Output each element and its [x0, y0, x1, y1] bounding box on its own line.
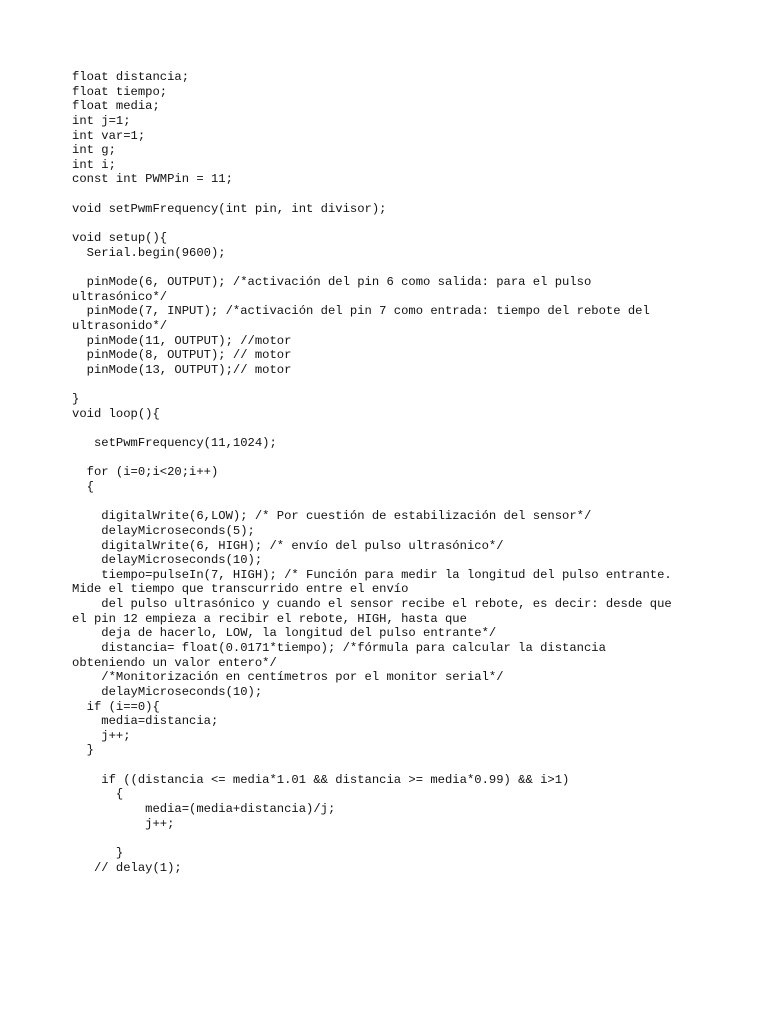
code-line: float tiempo; — [72, 84, 168, 99]
code-document — [72, 70, 732, 875]
code-line: delayMicroseconds(5); — [72, 523, 255, 538]
code-line: pinMode(13, OUTPUT);// motor — [72, 362, 292, 377]
code-line: tiempo=pulseIn(7, HIGH); /* Función para medir la longitud del pulso entrante. — [72, 567, 672, 582]
code-line — [72, 451, 732, 466]
code-line: } — [72, 392, 80, 407]
code-line: { — [72, 479, 94, 494]
code-line: j++; — [72, 816, 175, 831]
code-line: setPwmFrequency(11,1024); — [72, 436, 277, 451]
code-line — [72, 377, 732, 392]
code-line: if (i==0){ — [72, 699, 160, 714]
code-line: const int PWMPin = 11; — [72, 172, 233, 187]
code-line — [72, 216, 732, 231]
code-line: int g; — [72, 143, 116, 158]
code-line: media=distancia; — [72, 714, 219, 729]
code-line: pinMode(6, OUTPUT); /*activación del pin 6 como salida: para el pulso — [72, 274, 592, 289]
code-line: media=(media+distancia)/j; — [72, 802, 336, 817]
code-line: j++; — [72, 728, 131, 743]
code-line: void setPwmFrequency(int pin, int divisor); — [72, 201, 387, 216]
code-line: delayMicroseconds(10); — [72, 553, 263, 568]
code-line: distancia= float(0.0171*tiempo); /*fórmula para calcular la distancia — [72, 640, 606, 655]
code-line: pinMode(7, INPUT); /*activación del pin 7 como entrada: tiempo del rebote del — [72, 304, 650, 319]
code-line — [72, 260, 732, 275]
code-line: } — [72, 743, 94, 758]
code-line: digitalWrite(6,LOW); /* Por cuestión de estabilización del sensor*/ — [72, 509, 592, 524]
code-line: del pulso ultrasónico y cuando el sensor recibe el rebote, es decir: desde que — [72, 597, 672, 612]
code-line: int i; — [72, 157, 116, 172]
code-line: Mide el tiempo que transcurrido entre el envío — [72, 582, 409, 597]
code-line: { — [72, 787, 124, 802]
code-line: // delay(1); — [72, 860, 182, 875]
code-line: int var=1; — [72, 128, 146, 143]
code-line: } — [72, 845, 124, 860]
code-line: for (i=0;i<20;i++) — [72, 465, 219, 480]
code-line: obteniendo un valor entero*/ — [72, 655, 277, 670]
code-line — [72, 831, 732, 846]
code-line: deja de hacerlo, LOW, la longitud del pulso entrante*/ — [72, 626, 497, 641]
code-line: ultrasonido*/ — [72, 318, 168, 333]
code-line: Serial.begin(9600); — [72, 245, 226, 260]
code-line: float media; — [72, 99, 160, 114]
code-line: el pin 12 empieza a recibir el rebote, HIGH, hasta que — [72, 611, 467, 626]
code-line: digitalWrite(6, HIGH); /* envío del pulso ultrasónico*/ — [72, 538, 504, 553]
code-line — [72, 758, 732, 773]
code-line: pinMode(8, OUTPUT); // motor — [72, 348, 292, 363]
code-line: int j=1; — [72, 113, 131, 128]
code-line — [72, 187, 732, 202]
code-line: void setup(){ — [72, 231, 168, 246]
code-line: float distancia; — [72, 70, 190, 84]
code-line: void loop(){ — [72, 406, 160, 421]
code-line: ultrasónico*/ — [72, 289, 168, 304]
code-line: if ((distancia <= media*1.01 && distancia >= media*0.99) && i>1) — [72, 772, 570, 787]
code-line: delayMicroseconds(10); — [72, 684, 263, 699]
code-line: /*Monitorización en centímetros por el monitor serial*/ — [72, 670, 504, 685]
code-line — [72, 495, 732, 510]
code-line: pinMode(11, OUTPUT); //motor — [72, 333, 292, 348]
code-line — [72, 421, 732, 436]
